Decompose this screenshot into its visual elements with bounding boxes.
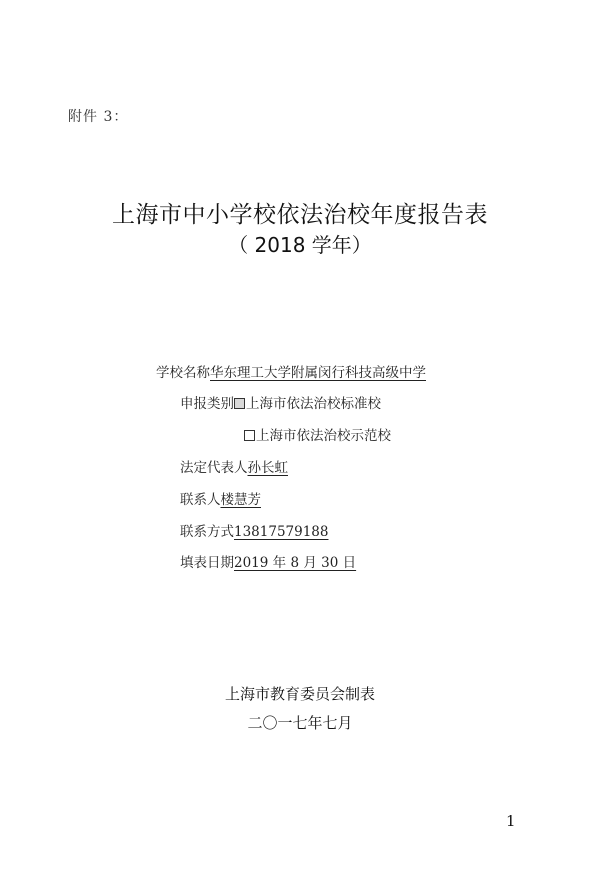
attachment-label: 附件 3： [68,109,129,125]
standard-school-option-label: 上海市依法治校标准校 [246,396,381,412]
contact-person-value: 楼慧芳 [220,492,261,508]
contact-person-row [180,488,261,508]
contact-method-value: 13817579188 [234,524,329,540]
page-title: 上海市中小学校依法治校年度报告表 [112,202,488,228]
contact-person-label: 联系人 [180,492,221,508]
school-name-row [156,361,426,381]
legal-rep-row [180,456,288,476]
contact-method-row [180,520,328,540]
school-name-value: 华东理工大学附属闵行科技高级中学 [210,365,426,381]
model-school-option-label: 上海市依法治校示范校 [256,428,391,444]
page-subtitle: （ 2018 学年） [228,233,372,257]
declare-type-row-2 [244,424,391,444]
issue-date-text: 二〇一七年七月 [247,714,353,732]
page-number: 1 [506,812,516,830]
legal-rep-label: 法定代表人 [180,460,248,476]
standard-school-checkbox[interactable] [234,398,245,409]
contact-method-label: 联系方式 [180,524,234,540]
fill-date-row [180,551,356,571]
model-school-checkbox[interactable] [244,430,255,441]
declare-type-row [180,392,381,412]
issuer-text: 上海市教育委员会制表 [224,685,375,703]
school-name-label: 学校名称 [156,365,210,381]
legal-rep-value: 孙长虹 [247,460,288,476]
fill-date-label: 填表日期 [180,555,234,571]
declare-type-label: 申报类别 [180,396,234,412]
fill-date-value: 2019 年 8 月 30 日 [234,555,357,571]
